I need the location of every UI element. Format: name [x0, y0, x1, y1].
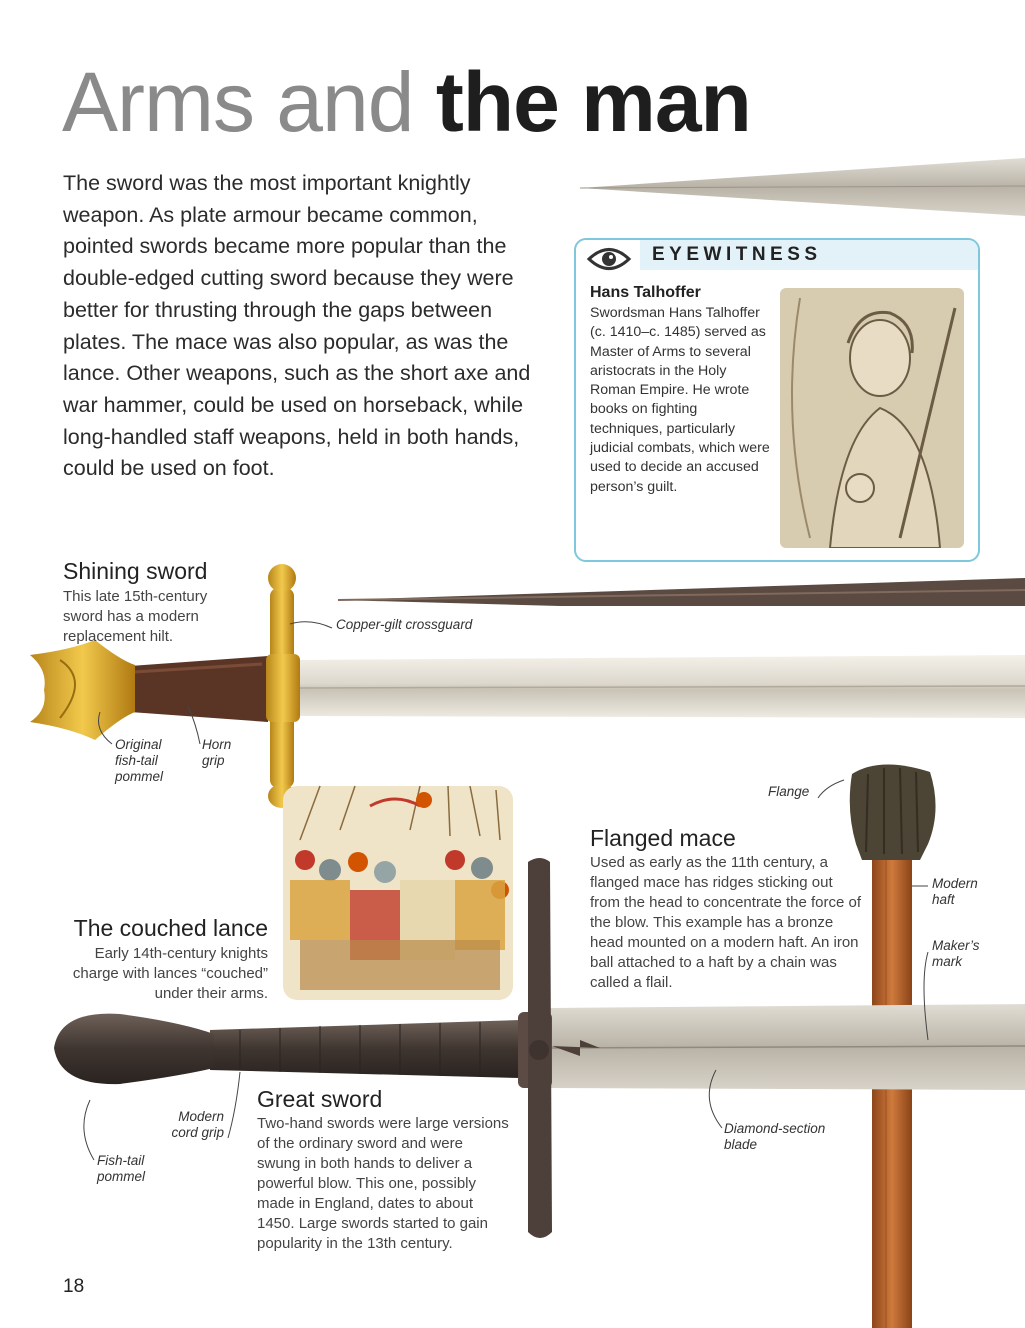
flanged-mace-text: Used as early as the 11th century, a flanged mace has ridges sticking out from the head to concentrate the force of the blow. This example has a bronze head mounted on a modern haft. An iron ball attached to a haft by a chain was called a flail.	[590, 854, 861, 991]
label-cord-grip: Modern cord grip	[171, 1109, 224, 1140]
label-makers-mark: Maker’s mark	[932, 938, 980, 969]
great-sword-text: Two-hand swords were large versions of the ordinary sword and were swung in both hands to deliver a powerful blow. This one, possibly made in England, dates to about 1450. Large swords started to gain popularity in the 13th century.	[257, 1115, 509, 1252]
label-fishtail-pommel: Fish-tail pommel	[97, 1153, 146, 1184]
title-bold: the man	[435, 55, 751, 149]
talhoffer-portrait	[780, 288, 964, 548]
couched-lance-text: Early 14th-century knights charge with lances “couched” under their arms.	[72, 945, 268, 1002]
couched-lance-picture	[283, 786, 513, 1000]
label-crossguard: Copper-gilt crossguard	[336, 617, 473, 632]
title-light: Arms and	[62, 55, 414, 149]
eyewitness-text: Swordsman Hans Talhoffer (c. 1410–c. 1485) served as Master of Arms to several aristocrats in the Holy Roman Empire. He wrote books on fighting techniques, particularly judicial combats, which were used to decide an accused person’s guilt.	[590, 305, 770, 495]
shining-sword-heading: Shining sword	[63, 558, 208, 584]
label-original-pommel: Original fish-tail pommel	[115, 737, 164, 784]
flanged-mace-heading: Flanged mace	[590, 825, 736, 851]
eyewitness-label: EYEWITNESS	[652, 244, 822, 265]
page-title	[62, 55, 751, 149]
intro-paragraph: The sword was the most important knightly weapon. As plate armour became common, pointed swords became more popular than the double-edged cutting sword because they were better for thrusting through the gaps between plates. The mace was also popular, as was the lance. Other weapons, such as the short axe and war hammer, could be used on horseback, while long-handled staff weapons, held in both hands, could be used on foot.	[63, 171, 531, 481]
top-blade-illustration	[580, 158, 1025, 216]
label-flange: Flange	[768, 784, 810, 799]
eye-icon	[586, 242, 632, 276]
shining-sword-text: This late 15th-century sword has a modern replacement hilt.	[63, 588, 208, 645]
great-sword-heading: Great sword	[257, 1086, 383, 1112]
label-horn-grip: Horn grip	[202, 737, 232, 768]
couched-lance-heading: The couched lance	[73, 915, 268, 941]
eyewitness-name: Hans Talhoffer	[590, 284, 701, 301]
label-modern-haft: Modern haft	[932, 876, 978, 907]
page-number: 18	[63, 1276, 85, 1297]
label-diamond-blade: Diamond-section blade	[724, 1121, 826, 1152]
rusty-blade-illustration	[338, 578, 1025, 606]
